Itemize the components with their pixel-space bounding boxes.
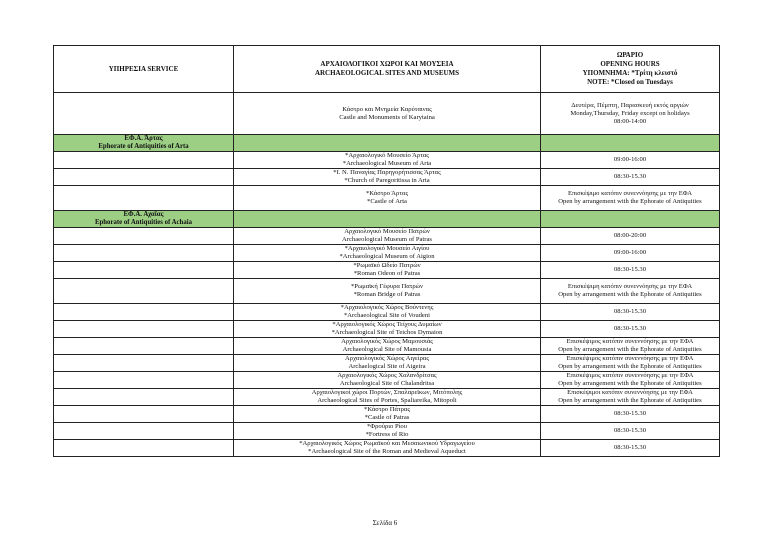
site-cell — [234, 304, 541, 321]
hours-text: 08:30-15.30 — [613, 266, 647, 273]
table-row — [54, 279, 720, 304]
section-filler-cell — [234, 135, 541, 152]
site-cell — [234, 228, 541, 245]
table-row — [54, 228, 720, 245]
hours-cell — [541, 440, 720, 457]
service-cell — [54, 152, 234, 169]
section-filler-cell — [541, 211, 720, 228]
header-service: ΥΠΗΡΕΣΙΑ SERVICE — [108, 64, 179, 73]
service-cell — [54, 245, 234, 262]
site-name-greek: *Αρχαιολογικός Χώρος Βούντενης — [340, 304, 434, 311]
hours-cell — [541, 152, 720, 169]
table-row — [54, 262, 720, 279]
site-cell — [234, 279, 541, 304]
hours-text: Open by arrangement with the Ephorate of Antiquities — [558, 198, 702, 205]
hours-cell — [541, 228, 720, 245]
header-sites-cell — [234, 46, 541, 93]
service-cell — [54, 186, 234, 211]
site-cell — [234, 152, 541, 169]
site-name-greek: *Φρούριο Ρίου — [367, 423, 407, 430]
hours-cell — [541, 262, 720, 279]
hours-text: 09:00-16:00 — [613, 249, 647, 256]
site-name-greek: *Κάστρο Άρτας — [365, 190, 409, 197]
site-name-english: *Archaeological Museum of Arta — [342, 160, 432, 167]
hours-cell — [541, 423, 720, 440]
table-body — [54, 46, 720, 457]
site-name-english: *Fortress of Rio — [365, 431, 409, 438]
site-name-english: *Roman Odeon of Patras — [353, 270, 421, 277]
site-cell — [234, 338, 541, 355]
site-name-greek: *Κάστρο Πάτρας — [364, 406, 410, 413]
hours-text: Επισκέψιμος κατόπιν συνεννόησης με την ΕΦΑ — [566, 355, 694, 362]
table-row — [54, 423, 720, 440]
site-name-greek: *Ρωμαϊκή Γέφυρα Πατρών — [350, 283, 423, 290]
site-name-english: *Castle of Patras — [364, 414, 410, 421]
hours-cell — [541, 372, 720, 389]
site-name-english: *Castle of Arta — [367, 198, 407, 205]
opening-hours-table — [53, 45, 720, 457]
header-sites-greek: ΑΡΧΑΙΟΛΟΓΙΚΟΙ ΧΩΡΟΙ ΚΑΙ ΜΟΥΣΕΙΑ — [320, 60, 454, 68]
table-row — [54, 338, 720, 355]
site-name-greek: *Αρχαιολογικός Χώρος Ρωμαϊκού και Μεσαιωνικού Υδραγωγείου — [299, 440, 475, 447]
site-name-english: *Archaeological Site of the Roman and Medieval Aqueduct — [308, 448, 466, 455]
hours-text: 08:30-15.30 — [613, 325, 647, 332]
service-cell — [54, 355, 234, 372]
site-cell — [234, 355, 541, 372]
hours-text: Επισκέψιμοι κατόπιν συνεννόησης με την ΕΦΑ — [567, 389, 693, 396]
table-row — [54, 321, 720, 338]
site-cell — [234, 186, 541, 211]
service-cell — [54, 423, 234, 440]
header-note-english: NOTE: *Closed on Tuesdays — [587, 78, 673, 86]
hours-cell — [541, 304, 720, 321]
site-name-english: Archaeological Sites of Portes, Spaliareika, Mitopoli — [317, 397, 457, 404]
hours-cell — [541, 169, 720, 186]
site-name-greek: Αρχαιολογικός Χώρος Μαμουσιάς — [341, 338, 433, 345]
service-cell — [54, 321, 234, 338]
hours-text: Open by arrangement with the Ephorate of Antiquities — [558, 346, 702, 353]
hours-cell — [541, 406, 720, 423]
intro-hours-greek: Δευτέρα, Πέμπτη, Παρασκευή εκτός αργιών — [571, 101, 689, 109]
hours-text: 08:30-15.30 — [613, 173, 647, 180]
site-name-greek: *Αρχαιολογικό Μουσείο Άρτας — [345, 152, 429, 159]
table-row — [54, 372, 720, 389]
site-cell — [234, 440, 541, 457]
intro-site-greek: Κάστρο και Μνημεία Καρύταινας — [342, 105, 432, 113]
header-hours-greek: ΩΡΑΡΙΟ — [616, 51, 644, 59]
table-row — [54, 406, 720, 423]
hours-text: Open by arrangement with the Ephorate of Antiquities — [558, 380, 702, 387]
service-cell — [54, 372, 234, 389]
page-number: Σελίδα 6 — [372, 519, 398, 527]
hours-cell — [541, 355, 720, 372]
site-name-english: Archaeological Site of Chalandritsa — [339, 380, 435, 387]
table-row — [54, 440, 720, 457]
site-name-greek: Αρχαιολογικός Χώρος Χαλανδρίτσας — [337, 372, 437, 379]
table-row — [54, 152, 720, 169]
service-cell — [54, 262, 234, 279]
hours-text: Επισκέψιμο κατόπιν συνεννόησης με την ΕΦΑ — [567, 190, 693, 197]
hours-text: 08:30-15.30 — [613, 308, 647, 315]
intro-row — [54, 93, 720, 135]
site-name-greek: *Ρωμαϊκό Ωδείο Πατρών — [353, 262, 421, 269]
header-hours-cell — [541, 46, 720, 93]
hours-text: Open by arrangement with the Ephorate of Antiquities — [558, 291, 702, 298]
service-cell — [54, 228, 234, 245]
service-cell — [54, 338, 234, 355]
site-name-greek: *Αρχαιολογικός Χώρος Τείχους Δυμαίων — [332, 321, 442, 328]
header-hours-english: OPENING HOURS — [600, 60, 660, 68]
site-cell — [234, 423, 541, 440]
hours-text: 09:00-16:00 — [613, 156, 647, 163]
service-cell — [54, 389, 234, 406]
section-name-english: Ephorate of Antiquities of Arta — [98, 143, 189, 150]
service-cell — [54, 440, 234, 457]
hours-cell — [541, 338, 720, 355]
section-filler-cell — [234, 211, 541, 228]
intro-hours-cell — [541, 93, 720, 135]
section-name-cell — [54, 135, 234, 152]
site-name-greek: *Αρχαιολογικό Μουσείο Αιγίου — [344, 245, 430, 252]
site-name-greek: *Ι. Ν. Παναγίας Παρηγορήτισσας Άρτας — [333, 169, 441, 176]
section-filler-cell — [541, 135, 720, 152]
hours-text: Open by arrangement with the Ephorate of Antiquities — [558, 397, 702, 404]
hours-cell — [541, 321, 720, 338]
section-name-greek: ΕΦ.Α. Άρτας — [124, 135, 163, 142]
table-row — [54, 245, 720, 262]
site-name-english: *Roman Bridge of Patras — [353, 291, 421, 298]
service-cell — [54, 304, 234, 321]
site-name-english: Archaelogical Site of Aigeira — [348, 363, 426, 370]
hours-text: 08:30-15.30 — [613, 410, 647, 417]
site-name-english: *Archaeological Site of Teichos Dymaion — [331, 329, 443, 336]
intro-site-english: Castle and Monuments of Karytaina — [339, 113, 435, 121]
site-name-english: Archaeological Site of Mamousia — [342, 346, 432, 353]
site-name-greek: Αρχαιολογικοί χώροι Πορτών, Σπαλαρεϊκων, Μιτόπολης — [311, 389, 463, 396]
site-name-greek: Αρχαιολογικό Μουσείο Πατρών — [344, 228, 430, 235]
table-row — [54, 389, 720, 406]
intro-hours-time: 08:00-14:00 — [613, 117, 647, 125]
table-row — [54, 169, 720, 186]
site-name-greek: Αρχαιολογικός Χώρος Αιγείρας — [345, 355, 429, 362]
site-name-english: *Archaeological Museum of Aigion — [339, 253, 435, 260]
hours-text: 08:00-20:00 — [613, 232, 647, 239]
section-name-cell — [54, 211, 234, 228]
intro-hours-english: Monday,Thursday, Friday except on holidays — [570, 109, 690, 117]
hours-text: 08:30-15.30 — [613, 444, 647, 451]
site-name-english: Archaeological Museum of Patras — [342, 236, 432, 243]
header-service-cell — [54, 46, 234, 93]
hours-text: Επισκέψιμος κατόπιν συνεννόησης με την ΕΦΑ — [566, 372, 694, 379]
section-name-greek: ΕΦ.Α. Αχαΐας — [123, 211, 164, 218]
hours-text: Open by arrangement with the Ephorate of Antiquities — [558, 363, 702, 370]
site-cell — [234, 321, 541, 338]
table-row — [54, 186, 720, 211]
service-cell — [54, 279, 234, 304]
table-row — [54, 355, 720, 372]
header-row — [54, 46, 720, 93]
site-cell — [234, 406, 541, 423]
hours-text: Επισκέψιμη κατόπιν συνεννόησης με την ΕΦΑ — [567, 283, 693, 290]
intro-service-cell — [54, 93, 234, 135]
hours-text: 08:30-15.30 — [613, 427, 647, 434]
intro-site-cell — [234, 93, 541, 135]
hours-cell — [541, 389, 720, 406]
site-cell — [234, 262, 541, 279]
header-note-greek: ΥΠΟΜΝΗΜΑ: *Τρίτη κλειστό — [582, 69, 678, 77]
site-cell — [234, 372, 541, 389]
table-row — [54, 304, 720, 321]
site-name-english: *Archaeological Site of Voudeni — [343, 312, 430, 319]
hours-cell — [541, 186, 720, 211]
site-cell — [234, 389, 541, 406]
service-cell — [54, 169, 234, 186]
service-cell — [54, 406, 234, 423]
section-name-english: Ephorate of Antiquities of Achaia — [94, 219, 193, 226]
site-cell — [234, 169, 541, 186]
hours-cell — [541, 245, 720, 262]
section-row — [54, 211, 720, 228]
section-row — [54, 135, 720, 152]
site-name-english: *Church of Paregoritissa in Arta — [344, 177, 430, 184]
site-cell — [234, 245, 541, 262]
hours-text: Επισκέψιμος κατόπιν συνεννόησης με την ΕΦΑ — [566, 338, 694, 345]
hours-cell — [541, 279, 720, 304]
header-sites-english: ARCHAEOLOGICAL SITES AND MUSEUMS — [314, 69, 460, 77]
